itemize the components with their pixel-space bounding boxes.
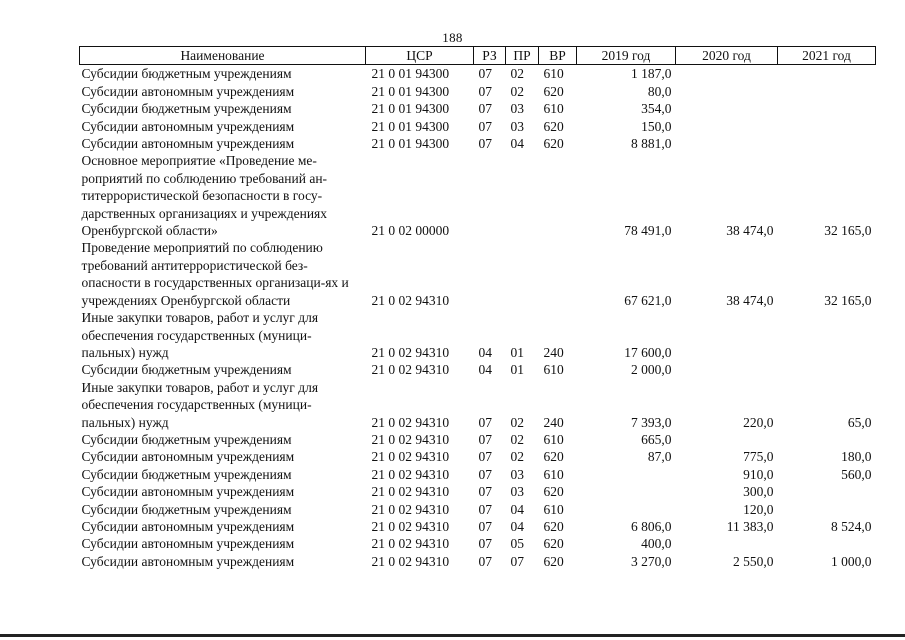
cell-2020: 910,0 bbox=[743, 466, 774, 482]
cell-2020 bbox=[676, 100, 778, 117]
cell-name: Субсидии бюджетным учреждениям bbox=[81, 466, 292, 482]
cell-2021 bbox=[778, 135, 876, 152]
cell-vr: 620 bbox=[543, 553, 564, 569]
cell-csr: 21 0 01 94300 bbox=[371, 136, 450, 152]
header-csr: ЦСР bbox=[366, 47, 474, 65]
cell-2019: 6 806,0 bbox=[631, 518, 672, 534]
cell-2019: 67 621,0 bbox=[624, 292, 672, 308]
cell-2020 bbox=[676, 118, 778, 135]
cell-vr bbox=[539, 152, 577, 239]
cell-vr: 610 bbox=[543, 101, 564, 117]
cell-2021: 180,0 bbox=[841, 449, 872, 465]
cell-2020: 300,0 bbox=[743, 484, 774, 500]
cell-name: Субсидии бюджетным учреждениям bbox=[81, 501, 292, 517]
cell-name: Субсидии бюджетным учреждениям bbox=[81, 431, 292, 447]
header-vr: ВР bbox=[539, 47, 577, 65]
cell-2019: 150,0 bbox=[641, 118, 672, 134]
table-row bbox=[80, 361, 876, 378]
cell-pr bbox=[506, 152, 539, 239]
table-row bbox=[80, 448, 876, 465]
cell-vr: 620 bbox=[543, 484, 564, 500]
cell-name: Субсидии автономным учреждениям bbox=[81, 83, 295, 99]
cell-pr: 01 bbox=[510, 362, 524, 378]
cell-rz: 07 bbox=[478, 518, 492, 534]
page-bottom-border bbox=[0, 634, 905, 637]
table-row bbox=[80, 83, 876, 100]
cell-pr: 03 bbox=[510, 484, 524, 500]
cell-rz bbox=[474, 239, 506, 309]
table-row bbox=[80, 118, 876, 135]
cell-pr: 02 bbox=[510, 431, 524, 447]
header-pr: ПР bbox=[506, 47, 539, 65]
cell-csr: 21 0 01 94300 bbox=[371, 83, 450, 99]
cell-rz: 07 bbox=[478, 101, 492, 117]
cell-2020 bbox=[676, 535, 778, 552]
cell-2021: 560,0 bbox=[841, 466, 872, 482]
cell-csr: 21 0 02 94310 bbox=[371, 501, 450, 517]
cell-csr: 21 0 02 94310 bbox=[371, 362, 450, 378]
cell-vr: 620 bbox=[543, 83, 564, 99]
budget-table bbox=[79, 46, 876, 570]
cell-2019: 80,0 bbox=[647, 83, 672, 99]
cell-2021 bbox=[778, 65, 876, 83]
cell-csr: 21 0 02 94310 bbox=[371, 449, 450, 465]
header-rz: РЗ bbox=[474, 47, 506, 65]
cell-rz: 07 bbox=[478, 136, 492, 152]
cell-2021: 32 165,0 bbox=[824, 223, 872, 239]
cell-pr: 01 bbox=[510, 344, 524, 360]
cell-vr: 610 bbox=[543, 431, 564, 447]
header-2020: 2020 год bbox=[676, 47, 778, 65]
cell-vr: 620 bbox=[543, 449, 564, 465]
cell-name: Иные закупки товаров, работ и услуг для обеспечения государственных (муници-пальных) нужд bbox=[81, 310, 319, 360]
table-row bbox=[80, 501, 876, 518]
cell-name: Иные закупки товаров, работ и услуг для обеспечения государственных (муници-пальных) нужд bbox=[81, 379, 319, 430]
cell-csr: 21 0 02 94310 bbox=[371, 466, 450, 482]
table-row bbox=[80, 152, 876, 239]
cell-rz: 07 bbox=[478, 553, 492, 569]
cell-2021 bbox=[778, 309, 876, 361]
cell-2020 bbox=[676, 135, 778, 152]
cell-rz: 07 bbox=[478, 501, 492, 517]
cell-2021: 65,0 bbox=[847, 414, 872, 430]
table-row bbox=[80, 309, 876, 361]
table-row bbox=[80, 431, 876, 448]
cell-2019: 17 600,0 bbox=[624, 344, 672, 360]
cell-2020 bbox=[676, 83, 778, 100]
cell-csr: 21 0 01 94300 bbox=[371, 101, 450, 117]
cell-rz bbox=[474, 152, 506, 239]
table-row bbox=[80, 466, 876, 483]
cell-2020: 11 383,0 bbox=[726, 518, 774, 534]
cell-vr: 610 bbox=[543, 466, 564, 482]
cell-vr: 240 bbox=[543, 414, 564, 430]
table-row bbox=[80, 135, 876, 152]
cell-pr: 02 bbox=[510, 83, 524, 99]
cell-rz: 07 bbox=[478, 414, 492, 430]
cell-2020 bbox=[676, 309, 778, 361]
cell-2021 bbox=[778, 501, 876, 518]
cell-vr: 620 bbox=[543, 136, 564, 152]
cell-pr: 02 bbox=[510, 449, 524, 465]
cell-rz: 07 bbox=[478, 118, 492, 134]
cell-vr: 620 bbox=[543, 536, 564, 552]
cell-2019 bbox=[577, 483, 676, 500]
cell-2019: 7 393,0 bbox=[631, 414, 672, 430]
cell-pr: 04 bbox=[510, 518, 524, 534]
cell-2019: 354,0 bbox=[641, 101, 672, 117]
table-row bbox=[80, 100, 876, 117]
cell-pr: 03 bbox=[510, 466, 524, 482]
cell-2021 bbox=[778, 83, 876, 100]
cell-name: Субсидии бюджетным учреждениям bbox=[81, 101, 292, 117]
cell-pr: 05 bbox=[510, 536, 524, 552]
cell-vr: 610 bbox=[543, 501, 564, 517]
table-row bbox=[80, 553, 876, 570]
cell-pr bbox=[506, 239, 539, 309]
cell-name: Основное мероприятие «Проведение ме-роприятий по соблюдению требований ан-титеррористической безопасности в госу-дарственных организациях и учреждениях Оренбургской области» bbox=[81, 153, 328, 239]
cell-csr: 21 0 01 94300 bbox=[371, 66, 450, 82]
cell-name: Субсидии автономным учреждениям bbox=[81, 136, 295, 152]
cell-csr: 21 0 02 94310 bbox=[371, 553, 450, 569]
table-row bbox=[80, 239, 876, 309]
cell-name: Субсидии автономным учреждениям bbox=[81, 518, 295, 534]
cell-vr bbox=[539, 239, 577, 309]
cell-csr: 21 0 02 94310 bbox=[371, 484, 450, 500]
cell-2021: 1 000,0 bbox=[831, 553, 872, 569]
cell-2021 bbox=[778, 535, 876, 552]
table-body bbox=[80, 65, 876, 570]
cell-pr: 02 bbox=[510, 66, 524, 82]
cell-name: Проведение мероприятий по соблюдению требований антитеррористической без-опасности в государственных организаци-ях и учреждениях Оренбургской области bbox=[81, 240, 349, 308]
cell-csr: 21 0 02 94310 bbox=[371, 292, 450, 308]
cell-rz: 04 bbox=[478, 362, 492, 378]
cell-csr: 21 0 02 94310 bbox=[371, 414, 450, 430]
cell-2021: 8 524,0 bbox=[831, 518, 872, 534]
cell-rz: 07 bbox=[478, 83, 492, 99]
cell-vr: 240 bbox=[543, 344, 564, 360]
cell-2019 bbox=[577, 501, 676, 518]
header-name: Наименование bbox=[80, 47, 366, 65]
cell-2020 bbox=[676, 431, 778, 448]
cell-2021 bbox=[778, 118, 876, 135]
cell-vr: 610 bbox=[543, 66, 564, 82]
cell-2021: 32 165,0 bbox=[824, 292, 872, 308]
cell-pr: 02 bbox=[510, 414, 524, 430]
cell-2020: 2 550,0 bbox=[733, 553, 774, 569]
cell-2019: 2 000,0 bbox=[631, 362, 672, 378]
cell-csr: 21 0 02 94310 bbox=[371, 344, 450, 360]
cell-2020: 220,0 bbox=[743, 414, 774, 430]
cell-2021 bbox=[778, 100, 876, 117]
cell-2019: 78 491,0 bbox=[624, 223, 672, 239]
table-header-row bbox=[80, 47, 876, 65]
cell-2021 bbox=[778, 483, 876, 500]
cell-vr: 620 bbox=[543, 518, 564, 534]
cell-name: Субсидии автономным учреждениям bbox=[81, 118, 295, 134]
cell-2021 bbox=[778, 431, 876, 448]
cell-name: Субсидии автономным учреждениям bbox=[81, 484, 295, 500]
table-row bbox=[80, 379, 876, 431]
cell-pr: 04 bbox=[510, 501, 524, 517]
cell-2019: 1 187,0 bbox=[631, 66, 672, 82]
cell-2020 bbox=[676, 65, 778, 83]
cell-pr: 07 bbox=[510, 553, 524, 569]
cell-pr: 03 bbox=[510, 118, 524, 134]
cell-rz: 07 bbox=[478, 536, 492, 552]
cell-rz: 07 bbox=[478, 449, 492, 465]
cell-2019: 400,0 bbox=[641, 536, 672, 552]
cell-2019 bbox=[577, 466, 676, 483]
cell-2020: 120,0 bbox=[743, 501, 774, 517]
cell-csr: 21 0 02 94310 bbox=[371, 518, 450, 534]
table-row bbox=[80, 518, 876, 535]
cell-2019: 665,0 bbox=[641, 431, 672, 447]
cell-csr: 21 0 02 94310 bbox=[371, 536, 450, 552]
cell-rz: 07 bbox=[478, 66, 492, 82]
table-row bbox=[80, 535, 876, 552]
cell-2020: 38 474,0 bbox=[726, 223, 774, 239]
header-2021: 2021 год bbox=[778, 47, 876, 65]
cell-2019: 3 270,0 bbox=[631, 553, 672, 569]
page-number: 188 bbox=[442, 30, 463, 45]
cell-csr: 21 0 01 94300 bbox=[371, 118, 450, 134]
cell-pr: 04 bbox=[510, 136, 524, 152]
cell-2020 bbox=[676, 361, 778, 378]
cell-csr: 21 0 02 00000 bbox=[371, 223, 450, 239]
table-row bbox=[80, 483, 876, 500]
cell-rz: 07 bbox=[478, 484, 492, 500]
cell-csr: 21 0 02 94310 bbox=[371, 431, 450, 447]
table-row bbox=[80, 65, 876, 83]
cell-vr: 610 bbox=[543, 362, 564, 378]
cell-rz: 04 bbox=[478, 344, 492, 360]
cell-name: Субсидии бюджетным учреждениям bbox=[81, 362, 292, 378]
cell-2021 bbox=[778, 361, 876, 378]
cell-2019: 87,0 bbox=[647, 449, 672, 465]
cell-pr: 03 bbox=[510, 101, 524, 117]
cell-rz: 07 bbox=[478, 466, 492, 482]
cell-name: Субсидии автономным учреждениям bbox=[81, 553, 295, 569]
cell-name: Субсидии бюджетным учреждениям bbox=[81, 66, 292, 82]
header-2019: 2019 год bbox=[577, 47, 676, 65]
cell-name: Субсидии автономным учреждениям bbox=[81, 449, 295, 465]
cell-2020: 775,0 bbox=[743, 449, 774, 465]
cell-rz: 07 bbox=[478, 431, 492, 447]
cell-name: Субсидии автономным учреждениям bbox=[81, 536, 295, 552]
cell-2019: 8 881,0 bbox=[631, 136, 672, 152]
cell-2020: 38 474,0 bbox=[726, 292, 774, 308]
cell-vr: 620 bbox=[543, 118, 564, 134]
